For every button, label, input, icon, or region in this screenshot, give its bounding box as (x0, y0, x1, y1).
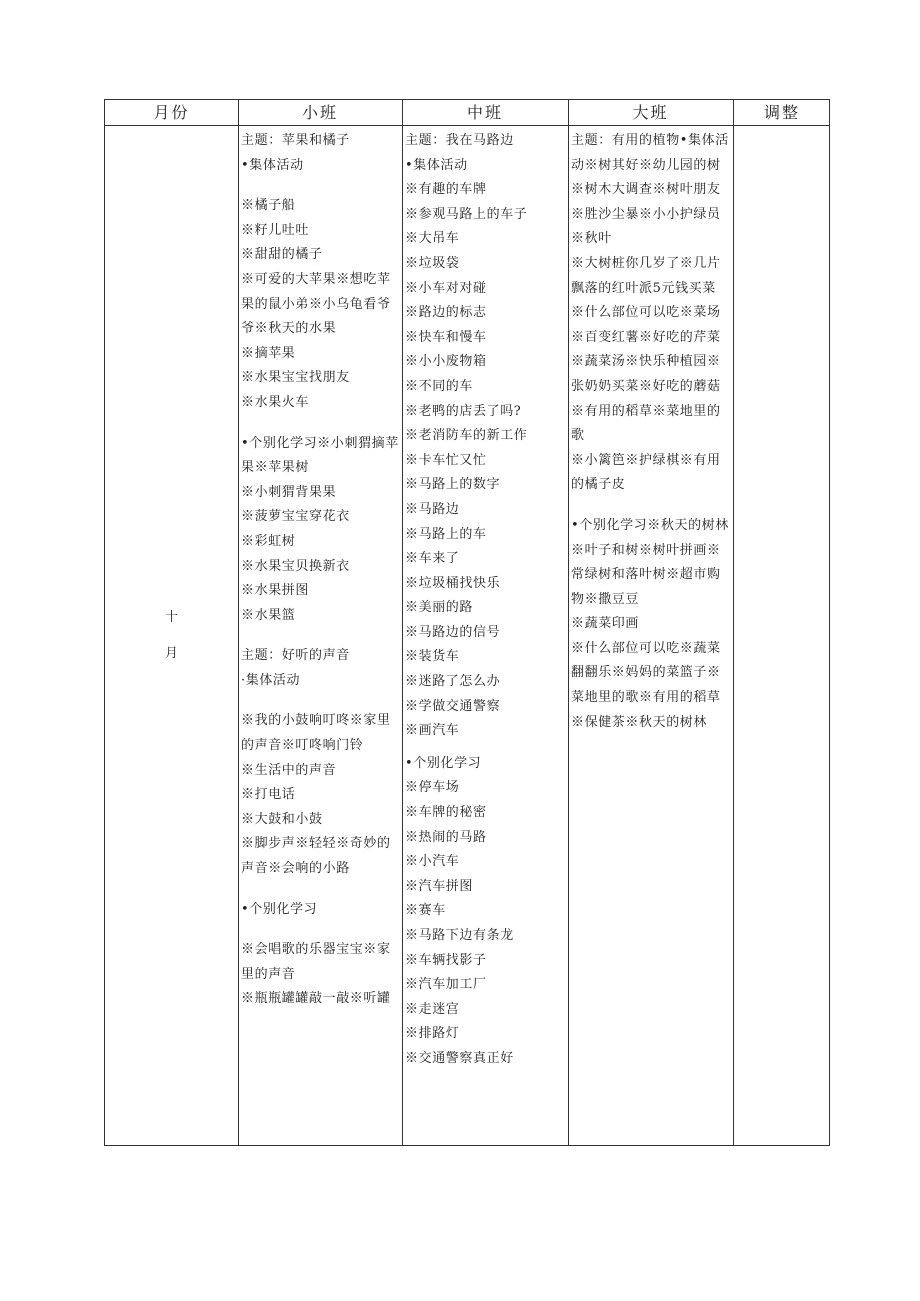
activity-item: •个别化学习 (241, 901, 318, 917)
activity-item: ※小篱笆※护绿棋※有用的橘子皮 (571, 452, 721, 493)
activity-item: ※有趣的车牌 (405, 182, 487, 198)
activity-item: 主题：有用的植物•集体活动※树其好※幼儿园的树※树木大调查※树叶朋友※胜沙尘暴※小小护绿员※秋叶 (571, 133, 729, 247)
activity-item: ※水果宝贝换新衣 (241, 558, 350, 574)
activity-item: 主题：好听的声音 (241, 648, 350, 664)
activity-item: •个别化学习 (405, 755, 482, 771)
activity-item: ※水果篮 (241, 607, 296, 623)
activity-item: ※打电话 (241, 787, 296, 803)
activity-item: ※参观马路上的车子 (405, 206, 528, 222)
activity-item: ※垃圾桶找快乐 (405, 575, 501, 591)
activity-item: ※车辆找影子 (405, 952, 487, 968)
activity-item: ※摘苹果 (241, 345, 296, 361)
activity-item: ※马路边的信号 (405, 624, 501, 640)
header-large-class: 大班 (632, 103, 669, 122)
activity-item: ※车来了 (405, 551, 460, 567)
column-divider (568, 100, 569, 1145)
activity-item: ※装货车 (405, 649, 460, 665)
activity-item: ※水果拼图 (241, 583, 310, 599)
activity-item: ※水果宝宝找朋友 (241, 370, 350, 386)
activity-item: ※什么部位可以吃※菜场 (571, 305, 721, 321)
activity-item: •集体活动 (405, 157, 468, 173)
header-adjust: 调整 (763, 103, 800, 122)
activity-item: ※老消防车的新工作 (405, 428, 528, 444)
activity-item: ※小刺猬背果果 (241, 484, 337, 500)
activity-item: ※会唱歌的乐器宝宝※家里的声音 (241, 942, 391, 982)
activity-item: ※汽车拼图 (405, 878, 474, 894)
activity-item: ※大鼓和小鼓 (241, 811, 323, 827)
spacer (241, 628, 401, 644)
activity-item: 主题：我在马路边 (405, 133, 514, 148)
activity-item: ※垃圾袋 (405, 255, 460, 271)
header-small-class: 小班 (301, 103, 338, 122)
spacer (241, 922, 401, 938)
activity-item: ※迷路了怎么办 (405, 674, 501, 690)
middle-class-activities (405, 129, 567, 1072)
activity-item: ※马路上的数字 (405, 477, 501, 493)
small-class-activities (241, 129, 401, 1012)
header-divider (105, 125, 829, 126)
column-divider (402, 100, 403, 1145)
activity-item: •个别化学习※小刺猬摘苹果※苹果树 (241, 435, 399, 476)
column-divider (238, 100, 239, 1145)
activity-item: ※学做交通警察 (405, 698, 501, 714)
spacer (571, 498, 731, 514)
activity-item: ※大吊车 (405, 231, 460, 247)
activity-item: ※籽儿吐吐 (241, 222, 310, 238)
month-cell (105, 600, 238, 672)
activity-item: ※排路灯 (405, 1026, 460, 1042)
activity-item: ※卡车忙又忙 (405, 452, 487, 468)
activity-item: •集体活动 (241, 157, 304, 173)
activity-item: ※生活中的声音 (241, 762, 337, 778)
spacer (405, 744, 567, 752)
spacer (241, 693, 401, 709)
activity-item: ※美丽的路 (405, 600, 474, 616)
activity-item: ※马路上的车 (405, 526, 487, 542)
large-class-activities (571, 129, 731, 735)
activity-item: ※马路边 (405, 501, 460, 517)
activity-item: ※小汽车 (405, 854, 460, 870)
activity-item: ※瓶瓶罐罐敲一敲※听罐 (241, 991, 391, 1007)
activity-item: ※路边的标志 (405, 305, 487, 321)
activity-item: ※小小废物箱 (405, 354, 487, 370)
activity-item: ※老鸭的店丢了吗? (405, 403, 522, 419)
activity-item: ※可爱的大苹果※想吃苹果的鼠小弟※小乌龟看爷爷※秋天的水果 (241, 271, 391, 337)
activity-item: 主题：苹果和橘子 (241, 133, 350, 148)
spacer (241, 416, 401, 432)
activity-item: ※蔬菜印画 (571, 616, 640, 632)
activity-item: •个别化学习※秋天的树林※叶子和树※树叶拼画※常绿树和落叶树※超市购物※撒豆豆 (571, 517, 729, 607)
activity-item: ※脚步声※轻轻※奇妙的声音※会响的小路 (241, 836, 391, 877)
activity-item: ※走迷宫 (405, 1001, 460, 1017)
header-month: 月份 (153, 103, 190, 122)
activity-item: ※画汽车 (405, 723, 460, 739)
activity-item: ※车牌的秘密 (405, 805, 487, 821)
activity-item: ※马路下边有条龙 (405, 928, 514, 943)
activity-item: ※什么部位可以吃※蔬菜翻翻乐※妈妈的菜篮子※菜地里的歌※有用的稻草※保健茶※秋天的树林 (571, 640, 721, 730)
activity-item: ※停车场 (405, 780, 460, 796)
activity-item: ※百变红薯※好吃的芹菜※蔬菜汤※快乐种植园※张奶奶买菜※好吃的蘑菇※有用的稻草※菜地里的歌 (571, 329, 721, 444)
spacer (241, 178, 401, 194)
activity-item: ※大树桩你几岁了※几片飘落的红叶派5元钱买菜 (571, 255, 721, 296)
activity-item: ·集体活动 (241, 672, 301, 688)
spacer (241, 882, 401, 898)
month-label-line1: 十 (164, 610, 178, 625)
activity-item: ※交通警察真正好 (405, 1050, 514, 1066)
activity-item: ※快车和慢车 (405, 329, 487, 345)
activity-item: ※甜甜的橘子 (241, 247, 323, 263)
activity-item: ※彩虹树 (241, 533, 296, 549)
column-divider (733, 100, 734, 1145)
activity-item: ※我的小鼓响叮咚※家里的声音※叮咚响门铃 (241, 713, 391, 754)
activity-item: ※小车对对碰 (405, 280, 487, 296)
activity-item: ※水果火车 (241, 394, 310, 410)
month-label-line2: 月 (164, 646, 178, 661)
activity-item: ※赛车 (405, 903, 446, 919)
activity-item: ※菠萝宝宝穿花衣 (241, 509, 350, 525)
activity-item: ※不同的车 (405, 378, 474, 394)
curriculum-table (104, 99, 830, 1146)
activity-item: ※汽车加工厂 (405, 977, 487, 993)
activity-item: ※热闹的马路 (405, 829, 487, 845)
header-middle-class: 中班 (466, 103, 503, 122)
activity-item: ※橘子船 (241, 198, 296, 214)
